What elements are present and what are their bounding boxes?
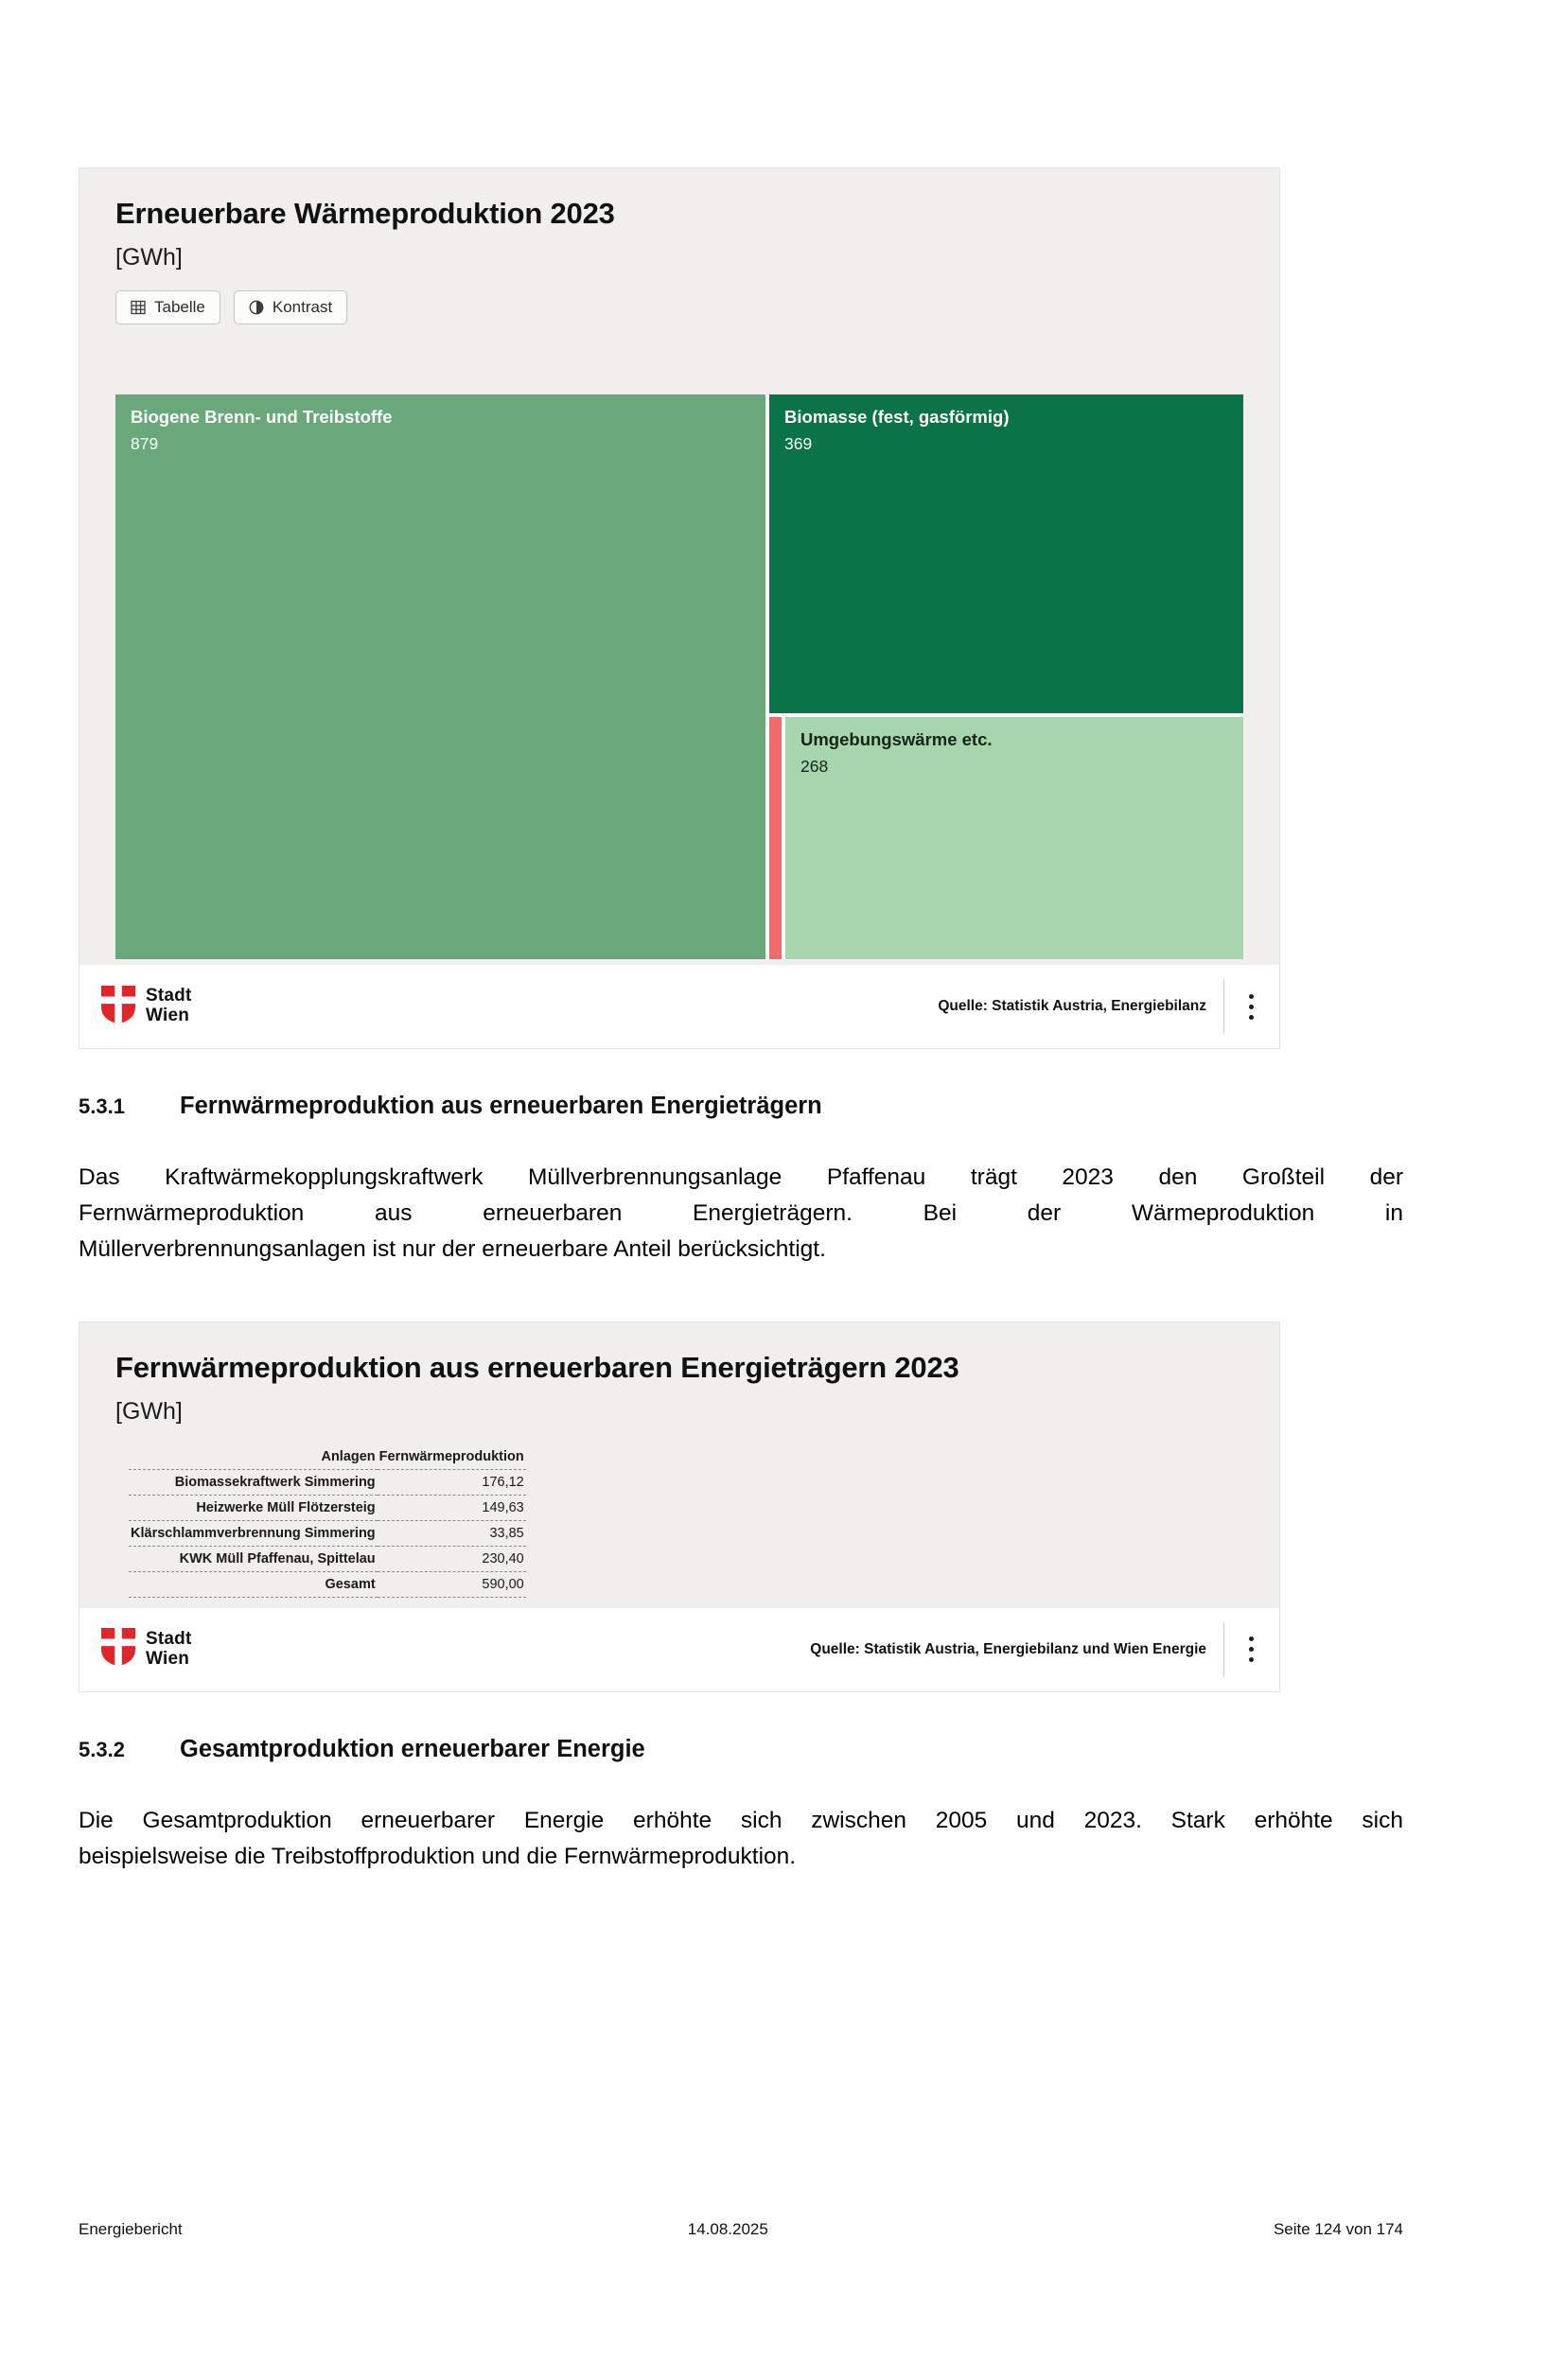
- table-card-footer: [79, 1608, 1279, 1691]
- table-card-title: Fernwärmeproduktion aus erneuerbaren Energieträgern 2023: [115, 1350, 959, 1384]
- footer-page-number: Seite 124 von 174: [1273, 2220, 1403, 2238]
- anlage-cell: Biomassekraftwerk Simmering: [129, 1469, 378, 1495]
- paragraph-532: [79, 1803, 1403, 1875]
- column-header-fernwaermeproduktion: Fernwärmeproduktion: [378, 1444, 526, 1470]
- column-header-anlagen: Anlagen: [129, 1444, 378, 1470]
- footer-divider: [1223, 979, 1224, 1034]
- treemap-segment-umgebungswaerme: [785, 717, 1243, 959]
- treemap-segment-small: [769, 717, 782, 959]
- stadt-wien-wordmark: Stadt Wien: [146, 1628, 192, 1669]
- stadt-wien-emblem-icon: [100, 985, 136, 1029]
- section-number: 5.3.1: [79, 1094, 125, 1118]
- anlage-cell: Klärschlammverbrennung Simmering: [129, 1520, 378, 1546]
- wert-cell: 33,85: [378, 1520, 526, 1546]
- page-footer: [79, 2220, 1403, 2239]
- anlage-cell: Heizwerke Müll Flötzersteig: [129, 1495, 378, 1520]
- footer-date: 14.08.2025: [687, 2220, 768, 2238]
- table-row: [129, 1546, 526, 1571]
- treemap-segment-label: Umgebungswärme etc.: [800, 729, 993, 749]
- fernwaerme-table: [129, 1444, 526, 1598]
- table-source: Quelle: Statistik Austria, Energiebilanz und Wien Energie: [810, 1640, 1206, 1657]
- stadt-wien-logo: [100, 985, 192, 1029]
- stadt-wien-wordmark: Stadt Wien: [146, 986, 192, 1025]
- wert-cell: 230,40: [378, 1546, 526, 1571]
- table-card-fernwaerme: [79, 1321, 1280, 1692]
- paragraph-line: Die Gesamtproduktion erneuerbarer Energie erhöhte sich zwischen 2005 und 2023. Stark erhöhte sich: [79, 1807, 1403, 1833]
- treemap-segment-label: Biogene Brenn- und Treibstoffe: [131, 407, 393, 427]
- section-number: 5.3.2: [79, 1737, 125, 1761]
- table-icon: [131, 300, 146, 315]
- treemap-segment-value: 879: [131, 434, 159, 454]
- paragraph-line: beispielsweise die Treibstoffproduktion und die Fernwärmeproduktion.: [79, 1843, 797, 1869]
- treemap: [115, 394, 1240, 959]
- table-row: [129, 1469, 526, 1495]
- treemap-segment-label: Biomasse (fest, gasförmig): [784, 407, 1010, 427]
- table-card-unit: [GWh]: [115, 1397, 183, 1425]
- table-row-gesamt: [129, 1571, 526, 1597]
- anlage-cell: KWK Müll Pfaffenau, Spittelau: [129, 1546, 378, 1571]
- treemap-segment-value: 268: [800, 757, 829, 777]
- kontrast-button-label: Kontrast: [272, 298, 333, 316]
- footer-document-name: Energiebericht: [79, 2220, 183, 2238]
- chart-card-footer: [79, 965, 1279, 1048]
- section-title: Fernwärmeproduktion aus erneuerbaren Energieträgern: [180, 1093, 822, 1119]
- wert-cell: 176,12: [378, 1469, 526, 1495]
- contrast-icon: [249, 300, 264, 315]
- paragraph-line: Müllerverbrennungsanlagen ist nur der erneuerbare Anteil berücksichtigt.: [79, 1236, 826, 1263]
- treemap-segment-biogene: [115, 394, 765, 959]
- wert-cell: 590,00: [378, 1571, 526, 1597]
- chart-source: Quelle: Statistik Austria, Energiebilanz: [938, 998, 1206, 1014]
- wert-cell: 149,63: [378, 1495, 526, 1520]
- section-title: Gesamtproduktion erneuerbarer Energie: [180, 1735, 645, 1762]
- table-menu-kebab-icon[interactable]: [1234, 1622, 1268, 1677]
- stadt-wien-logo: [100, 1627, 192, 1671]
- table-row: [129, 1495, 526, 1520]
- tabelle-button-label: Tabelle: [154, 298, 205, 316]
- chart-card-waermeproduktion: [79, 167, 1280, 1049]
- tabelle-button[interactable]: [115, 290, 220, 324]
- paragraph-531: [79, 1160, 1403, 1269]
- table-row: [129, 1520, 526, 1546]
- section-heading-532: [79, 1736, 1565, 1763]
- section-heading-531: [79, 1093, 1565, 1120]
- treemap-segment-value: 369: [784, 434, 813, 454]
- paragraph-line: Fernwärmeproduktion aus erneuerbaren Energieträgern. Bei der Wärmeproduktion in: [79, 1200, 1403, 1227]
- paragraph-line: Das Kraftwärmekopplungskraftwerk Müllverbrennungsanlage Pfaffenau trägt 2023 den Großteil der: [79, 1164, 1403, 1190]
- footer-divider: [1223, 1622, 1224, 1677]
- kontrast-button[interactable]: [234, 290, 347, 324]
- table-header-row: [129, 1444, 526, 1470]
- chart-menu-kebab-icon[interactable]: [1234, 979, 1268, 1034]
- chart-title: Erneuerbare Wärmeproduktion 2023: [115, 197, 615, 230]
- stadt-wien-emblem-icon: [100, 1627, 136, 1671]
- treemap-segment-biomasse: [769, 394, 1243, 713]
- chart-unit: [GWh]: [115, 244, 183, 271]
- anlage-cell: Gesamt: [129, 1571, 378, 1597]
- chart-toolbar: [79, 271, 1279, 324]
